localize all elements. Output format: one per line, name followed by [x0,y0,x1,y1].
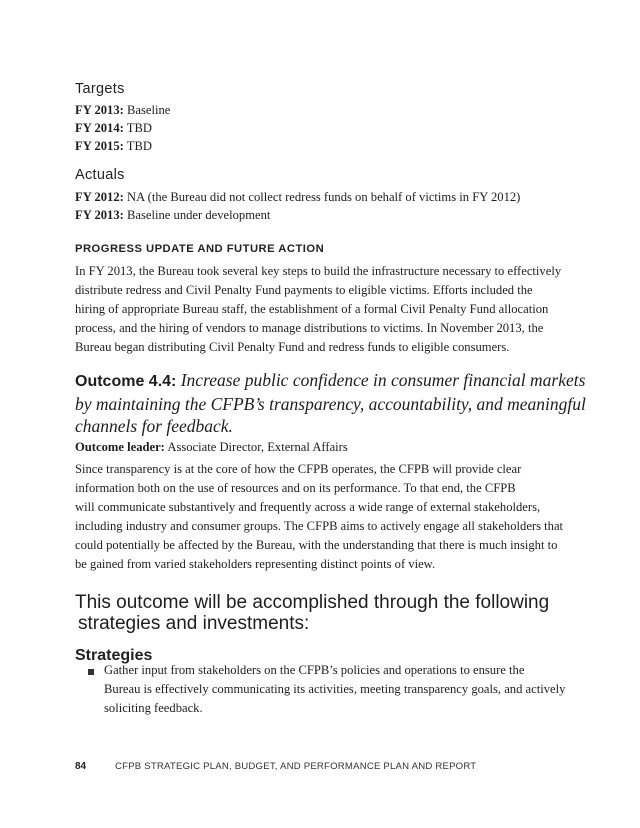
actual-label: FY 2013: [75,208,124,222]
paragraph-line: will communicate substantively and frequently across a wide range of external stakeholders, [75,500,541,514]
paragraph-line: hiring of appropriate Bureau staff, the establishment of a formal Civil Penalty Fund allocation [75,302,549,316]
paragraph-line: be gained from varied stakeholders representing distinct points of view. [75,557,436,571]
paragraph-line: information both on the use of resources and on its performance. To that end, the CFPB [75,481,516,495]
bullet-line: soliciting feedback. [104,701,203,715]
target-fy2013 [75,102,170,119]
actual-value: Baseline under development [127,208,271,222]
outcome-title-line: by maintaining the CFPB’s transparency, accountability, and meaningful [75,394,586,414]
target-label: FY 2015: [75,139,124,153]
paragraph-line: In FY 2013, the Bureau took several key steps to build the infrastructure necessary to effectively [75,264,562,278]
target-label: FY 2013: [75,103,124,117]
paragraph-line: including industry and consumer groups. The CFPB aims to actively engage all stakeholders that [75,519,564,533]
strategies-heading: Strategies [75,647,153,664]
paragraph-line: could potentially be affected by the Bureau, with the understanding that there is much insight to [75,538,558,552]
actual-fy2013 [75,207,270,224]
leader-label: Outcome leader: [75,440,165,454]
progress-paragraph [75,262,570,357]
footer-title: CFPB STRATEGIC PLAN, BUDGET, AND PERFORMANCE PLAN AND REPORT [115,761,477,772]
outcome-description [75,460,570,574]
targets-heading: Targets [75,81,125,97]
actual-fy2012 [75,189,520,206]
target-fy2015 [75,138,152,155]
paragraph-line: Bureau began distributing Civil Penalty Fund and redress funds to eligible consumers. [75,340,510,354]
outcome-title-line: channels for feedback. [75,416,233,436]
actual-label: FY 2012: [75,190,124,204]
bullet-line: Bureau is effectively communicating its activities, meeting transparency goals, and actively [104,682,566,696]
outcome-title-line: Increase public confidence in consumer financial markets [180,370,586,390]
progress-heading: PROGRESS UPDATE AND FUTURE ACTION [75,243,325,255]
target-fy2014 [75,120,152,137]
paragraph-line: distribute redress and Civil Penalty Fund payments to eligible victims. Efforts included the [75,283,533,297]
paragraph-line: process, and the hiring of vendors to manage distributions to victims. In November 2013, the [75,321,544,335]
outcome-leader [75,439,348,456]
outcome-number: Outcome 4.4: [75,373,177,390]
strategy-bullet-item [104,661,565,718]
actuals-heading: Actuals [75,167,125,183]
leader-value: Associate Director, External Affairs [167,440,348,454]
heading-line: strategies and investments: [78,613,310,634]
target-value: TBD [126,139,152,153]
outcome-heading [75,369,586,437]
paragraph-line: Since transparency is at the core of how the CFPB operates, the CFPB will provide clear [75,462,522,476]
target-value: TBD [126,121,152,135]
page-number: 84 [75,761,87,772]
target-label: FY 2014: [75,121,124,135]
bullet-icon [88,669,94,675]
target-value: Baseline [127,103,171,117]
strategies-intro-heading [75,592,549,634]
actual-value: NA (the Bureau did not collect redress funds on behalf of victims in FY 2012) [127,190,521,204]
heading-line: This outcome will be accomplished through the following [75,592,550,613]
bullet-line: Gather input from stakeholders on the CFPB’s policies and operations to ensure the [104,663,525,677]
